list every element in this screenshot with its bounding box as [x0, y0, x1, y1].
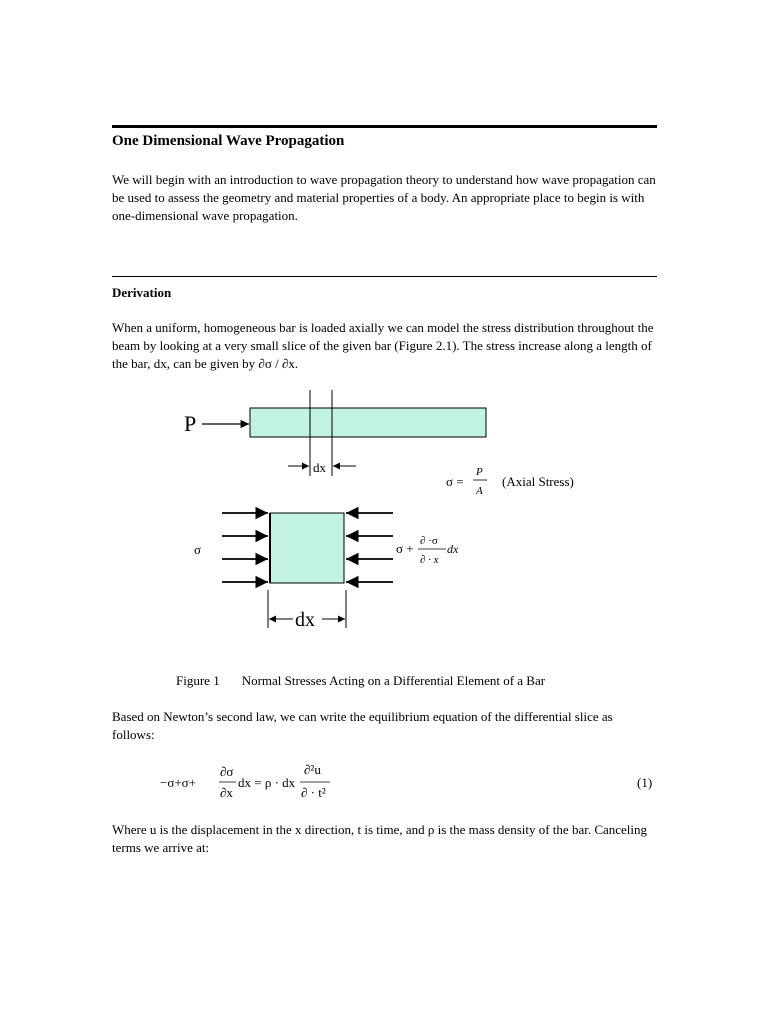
differential-element — [270, 513, 344, 583]
right-numerator: ∂ ·σ — [420, 535, 438, 547]
intro-paragraph: We will begin with an introduction to wave propagation theory to understand how wave propagation can be used to assess the geometry and material properties of a body. An appropriate place to begin is with one-dimensional wave propagation. — [112, 172, 656, 223]
right-denominator: ∂ · x — [420, 554, 439, 566]
right-sigma: σ + — [396, 541, 414, 556]
newton-paragraph: Based on Newton’s second law, we can write the equilibrium equation of the differential slice as follows: — [112, 709, 613, 742]
axial-denominator: A — [476, 485, 483, 497]
axial-sigma: σ = — [446, 474, 464, 489]
load-label: P — [184, 411, 197, 436]
equation-frac1-den: ∂x — [220, 785, 233, 800]
bar — [250, 408, 486, 437]
derivation-heading: Derivation — [112, 285, 172, 300]
element-width-label: dx — [295, 609, 315, 631]
equation-number: (1) — [637, 775, 653, 790]
right-dx: dx — [447, 542, 459, 556]
axial-numerator: P — [476, 466, 483, 478]
equation-frac2-den: ∂ · t² — [301, 785, 326, 800]
equation-frac2-num: ∂²u — [304, 762, 321, 777]
section-title: One Dimensional Wave Propagation — [112, 133, 345, 149]
slice-label: dx — [313, 460, 326, 475]
caption-text: Normal Stresses Acting on a Differential Element of a Bar — [241, 673, 546, 688]
caption-label: Figure 1 — [176, 673, 220, 688]
equation-lhs: −σ+σ+ — [160, 775, 197, 790]
equation-mid: dx = ρ · dx — [238, 775, 296, 790]
equation-frac1-num: ∂σ — [220, 764, 234, 779]
figure-caption — [176, 673, 545, 689]
derivation-paragraph: When a uniform, homogeneous bar is loaded axially we can model the stress distribution throughout the beam by looking at a very small slice of the given bar (Figure 2.1). The stress increase along a length of the bar, dx, can be given by ∂σ / ∂x. — [112, 320, 654, 371]
where-paragraph: Where u is the displacement in the x direction, t is time, and ρ is the mass density of the bar. Canceling terms we arrive at: — [112, 822, 648, 855]
left-stress-label: σ — [194, 542, 202, 557]
axial-stress-label: (Axial Stress) — [502, 474, 574, 489]
